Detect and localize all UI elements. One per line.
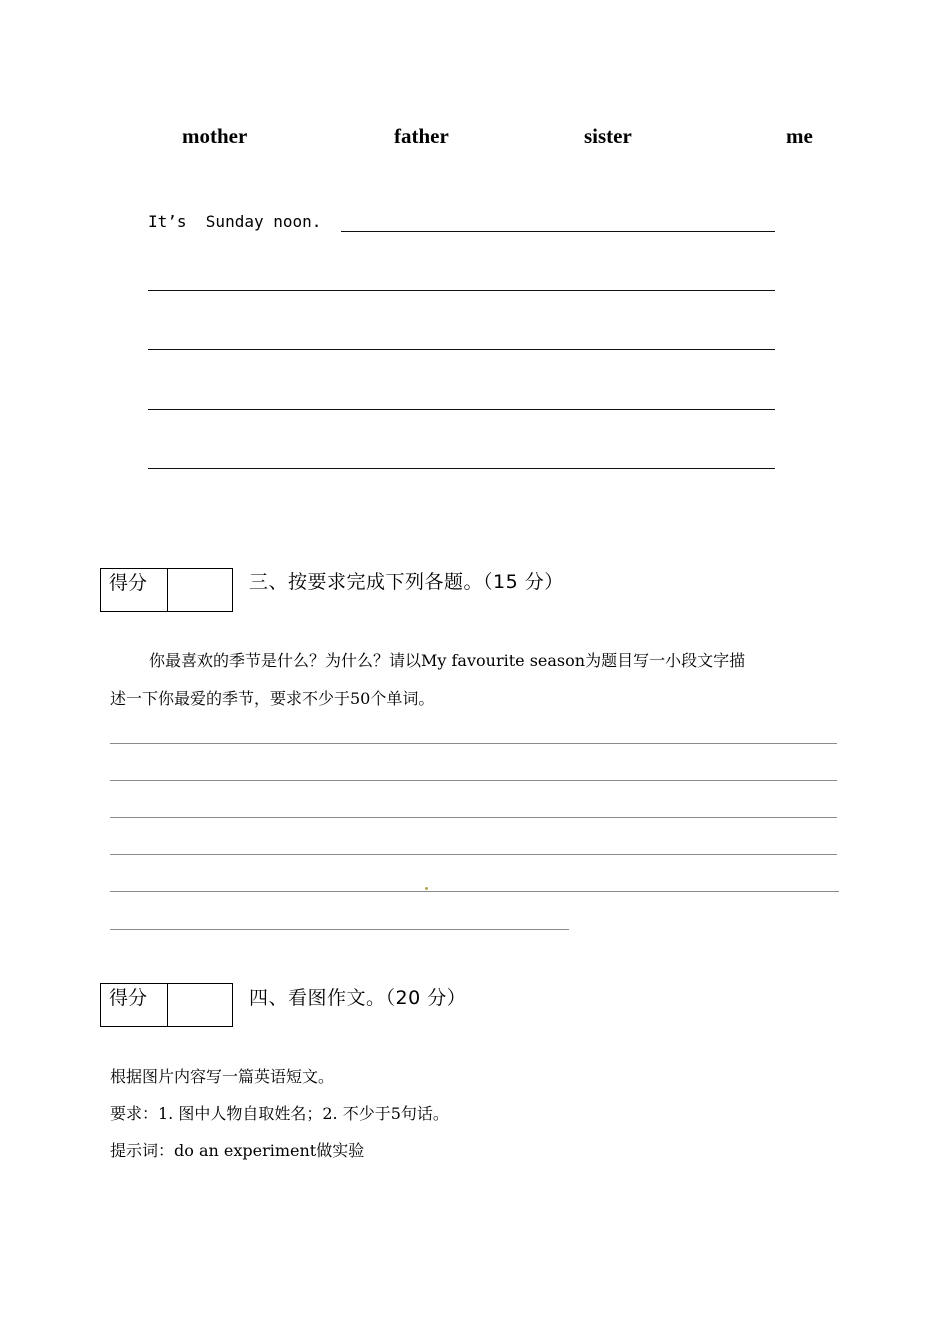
writing-prompt: It’s Sunday noon. xyxy=(148,212,322,231)
family-label-mother: mother xyxy=(182,124,248,148)
answer-line[interactable] xyxy=(148,468,775,469)
writing-line[interactable] xyxy=(110,780,837,781)
writing-line[interactable] xyxy=(110,891,839,892)
answer-line[interactable] xyxy=(148,349,775,350)
score-entry-cell[interactable] xyxy=(168,569,232,611)
section-4-line-3: 提示词：do an experiment做实验 xyxy=(110,1141,365,1160)
section-4-heading: 四、看图作文。（20 分） xyxy=(249,987,467,1009)
family-label-father: father xyxy=(394,124,449,148)
score-label: 得分 xyxy=(101,569,168,611)
writing-line[interactable] xyxy=(110,929,569,930)
family-label-me: me xyxy=(786,124,813,148)
family-label-sister: sister xyxy=(584,124,632,148)
score-entry-cell[interactable] xyxy=(168,984,232,1026)
score-label: 得分 xyxy=(101,984,168,1026)
stray-mark xyxy=(425,887,428,890)
writing-line[interactable] xyxy=(110,854,837,855)
score-box-section-3 xyxy=(100,568,233,612)
answer-line[interactable] xyxy=(148,409,775,410)
writing-line[interactable] xyxy=(110,817,837,818)
section-4-line-1: 根据图片内容写一篇英语短文。 xyxy=(110,1067,335,1086)
section-4-line-2: 要求：1. 图中人物自取姓名；2. 不少于5句话。 xyxy=(110,1104,449,1123)
answer-line[interactable] xyxy=(341,231,775,232)
score-box-section-4 xyxy=(100,983,233,1027)
section-3-instruction-line-2: 述一下你最爱的季节，要求不少于50个单词。 xyxy=(110,689,435,708)
writing-line[interactable] xyxy=(110,743,837,744)
answer-line[interactable] xyxy=(148,290,775,291)
section-3-instruction-line-1: 你最喜欢的季节是什么？为什么？请以My favourite season为题目写一小段文字描 xyxy=(149,651,746,670)
section-3-heading: 三、按要求完成下列各题。（15 分） xyxy=(249,571,564,593)
